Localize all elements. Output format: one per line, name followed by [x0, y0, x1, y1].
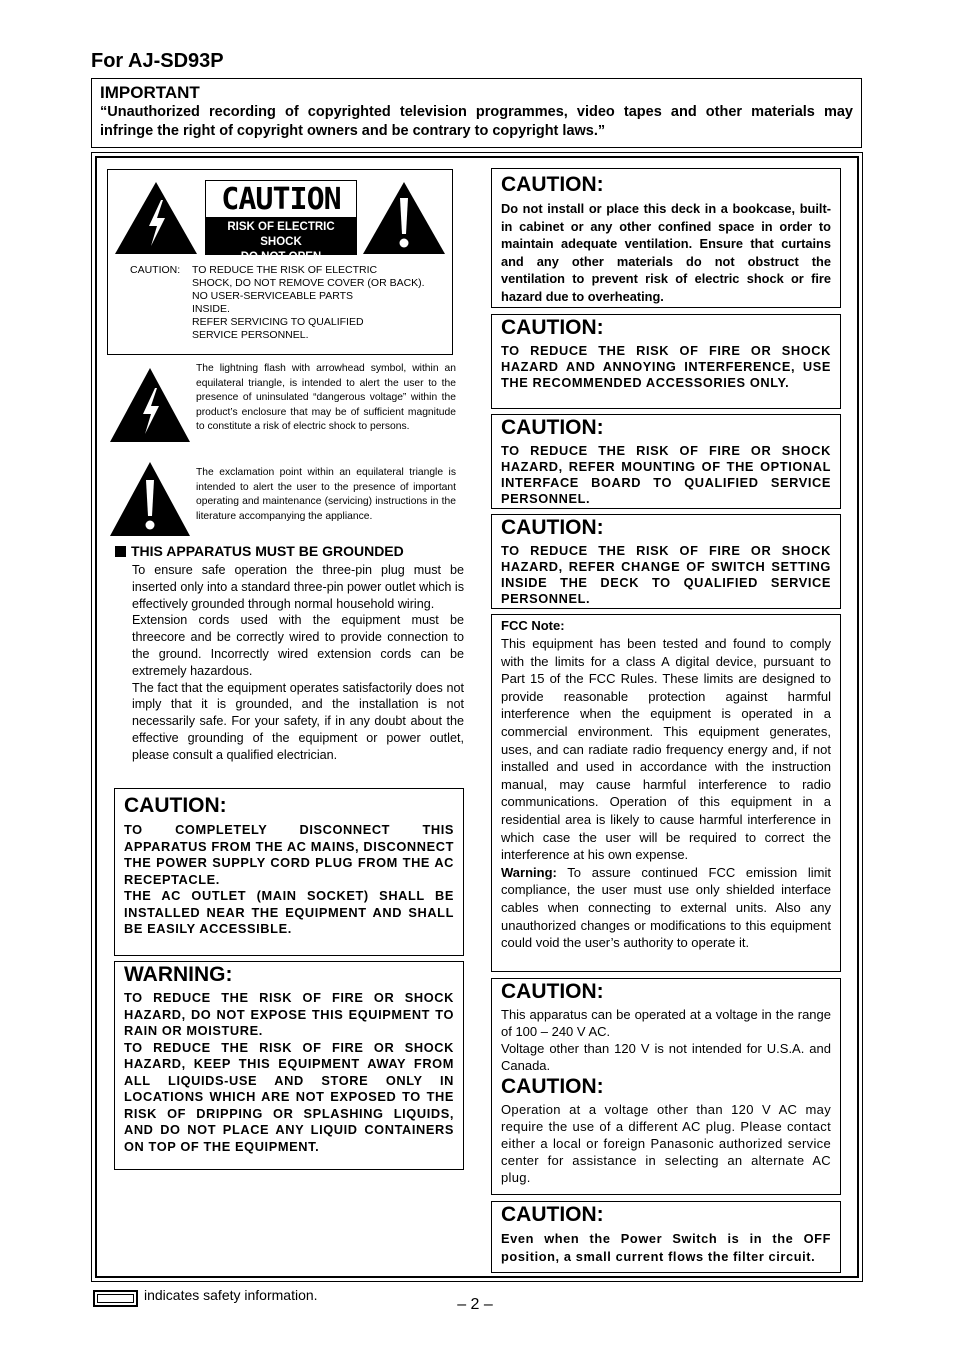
warning-box	[114, 961, 464, 1170]
voltage-caution-box	[491, 978, 841, 1195]
label-caution-lines	[192, 264, 462, 342]
label-line: SERVICE PERSONNEL.	[192, 329, 309, 341]
label-caution-heading: CAUTION:	[130, 264, 181, 276]
exclamation-warning-icon	[361, 180, 447, 256]
caution-text: TO COMPLETELY DISCONNECT THIS APPARATUS FROM THE AC MAINS, DISCONNECT THE POWER SUPPLY CORD PLUG FROM THE AC RECEPTACLE.	[124, 822, 454, 887]
grounded-paragraph: Extension cords used with the equipment must be threecore and be correctly wired to provide connection to the ground. Incorrectly wired extension cords can be extremely hazardous.	[132, 613, 464, 678]
caution-text: This apparatus can be operated at a voltage in the range of 100 – 240 V AC.	[501, 1007, 831, 1039]
model-heading: For AJ-SD93P	[91, 50, 224, 72]
lightning-warning-icon	[113, 180, 199, 256]
label-line: REFER SERVICING TO QUALIFIED	[192, 316, 364, 328]
caution-title: CAUTION:	[501, 416, 604, 439]
safety-frame-legend-icon	[93, 1290, 138, 1307]
caution-title: CAUTION:	[501, 173, 604, 196]
label-line: SHOCK, DO NOT REMOVE COVER (OR BACK).	[192, 277, 425, 289]
safety-legend-text: indicates safety information.	[144, 1287, 318, 1303]
switch-setting-caution-box	[491, 514, 841, 609]
risk-line-1: RISK OF ELECTRIC SHOCK	[227, 221, 335, 248]
label-line: INSIDE.	[192, 303, 230, 315]
caution-title: CAUTION:	[501, 980, 604, 1003]
caution-title: CAUTION:	[124, 794, 227, 817]
caution-text: TO REDUCE THE RISK OF FIRE OR SHOCK HAZARD AND ANNOYING INTERFERENCE, USE THE RECOMMENDED ACCESSORIES ONLY.	[501, 343, 831, 390]
page-number: – 2 –	[457, 1296, 493, 1313]
caution-sign-word: CAUTION	[221, 182, 341, 217]
caution-title: CAUTION:	[501, 1203, 604, 1226]
caution-text: TO REDUCE THE RISK OF FIRE OR SHOCK HAZARD, REFER MOUNTING OF THE OPTIONAL INTERFACE BOARD TO QUALIFIED SERVICE PERSONNEL.	[501, 443, 831, 506]
fcc-note-box	[491, 614, 841, 972]
caution-title: CAUTION:	[501, 316, 604, 339]
grounded-heading	[115, 543, 404, 559]
caution-text: Even when the Power Switch is in the OFF position, a small current flows the filter circuit.	[501, 1231, 831, 1264]
important-notice	[91, 78, 862, 148]
caution-text: THE AC OUTLET (MAIN SOCKET) SHALL BE INSTALLED NEAR THE EQUIPMENT AND SHALL BE EASILY ACCESSIBLE.	[124, 888, 454, 936]
interface-board-caution-box	[491, 414, 841, 509]
bullet-square-icon	[115, 546, 126, 557]
warning-text: TO REDUCE THE RISK OF FIRE OR SHOCK HAZARD, KEEP THIS EQUIPMENT AWAY FROM ALL LIQUIDS-USE AND STORE ONLY IN LOCATIONS WHICH ARE NOT EXPOSED TO THE RISK OF DRIPPING OR SPLASHING LIQUIDS, AND DO NOT PLACE ANY LIQUID CONTAINERS ON TOP OF THE EQUIPMENT.	[124, 1039, 454, 1154]
grounded-body	[132, 562, 464, 764]
lightning-symbol-icon	[108, 366, 192, 444]
caution-text: Operation at a voltage other than 120 V AC may require the use of a different AC plug. Please contact either a local or foreign Panasonic authorized service center for assistance in selecting an alternate AC plug.	[501, 1102, 831, 1185]
fcc-text: This equipment has been tested and found to comply with the limits for a class A digital device, pursuant to Part 15 of the FCC Rules. These limits are designed to provide reasonable protection against harmful interference when the equipment is operated in a commercial environment. This equipment generates, uses, and can radiate radio frequency energy and, if not installed and used in accordance with the instruction manual, may cause harmful interference to radio communications. Operation of this equipment in a residential area is likely to cause harmful interference in which case the user will be required to correct the interference at his own expense.	[501, 636, 831, 863]
fcc-warning-label: Warning:	[501, 864, 557, 880]
fcc-warning-text: To assure continued FCC emission limit compliance, the user must use only shielded interface cables when connecting to external units. Also any unauthorized changes or modifications to this equipment could void the user’s authority to operate it.	[501, 864, 831, 951]
fcc-title: FCC Note:	[501, 618, 565, 633]
warning-text: TO REDUCE THE RISK OF FIRE OR SHOCK HAZARD, DO NOT EXPOSE THIS EQUIPMENT TO RAIN OR MOISTURE.	[124, 990, 454, 1038]
power-switch-caution-box	[491, 1201, 841, 1273]
grounded-title: THIS APPARATUS MUST BE GROUNDED	[131, 543, 404, 559]
fcc-warning	[501, 864, 831, 952]
caution-text: Do not install or place this deck in a bookcase, built-in cabinet or any other confined space in order to maintain adequate ventilation. Ensure that curtains and any other materials do not obstruct the ventilation to prevent risk of electric shock or fire hazard due to overheating.	[501, 201, 831, 304]
caution-text: TO REDUCE THE RISK OF FIRE OR SHOCK HAZARD, REFER CHANGE OF SWITCH SETTING INSIDE THE DECK TO QUALIFIED SERVICE PERSONNEL.	[501, 543, 831, 606]
exclamation-symbol-text: The exclamation point within an equilateral triangle is intended to alert the user to the presence of important operating and maintenance (servicing) instructions in the literature accompanying the appliance.	[196, 467, 456, 522]
label-line: NO USER-SERVICEABLE PARTS	[192, 290, 354, 302]
caution-text: Voltage other than 120 V is not intended for U.S.A. and Canada.	[501, 1041, 831, 1073]
caution-title: CAUTION:	[501, 1075, 604, 1098]
ventilation-caution-box	[491, 168, 841, 308]
label-line: TO REDUCE THE RISK OF ELECTRIC	[192, 264, 378, 276]
accessories-caution-box	[491, 314, 841, 409]
important-text: “Unauthorized recording of copyrighted television programmes, video tapes and other materials may infringe the right of copyright owners and be contrary to copyright laws.”	[100, 104, 853, 139]
disconnect-caution-box	[114, 788, 464, 956]
grounded-paragraph: The fact that the equipment operates satisfactorily does not imply that it is grounded, and the installation is not necessarily safe. For your safety, if in any doubt about the effective grounding of the equipment or power outlet, please consult a qualified electrician.	[132, 680, 464, 762]
risk-of-shock-band	[205, 217, 357, 263]
risk-line-2: DO NOT OPEN	[240, 251, 322, 263]
grounded-paragraph: To ensure safe operation the three-pin plug must be inserted only into a standard three-pin power outlet which is effectively grounded through normal household wiring.	[132, 563, 464, 611]
important-title: IMPORTANT	[100, 83, 200, 102]
lightning-symbol-text: The lightning flash with arrowhead symbol, within an equilateral triangle, is intended to alert the user to the presence of uninsulated “dangerous voltage” within the product’s enclosure that may be of sufficient magnitude to constitute a risk of electric shock to persons.	[196, 363, 456, 432]
caution-title: CAUTION:	[501, 516, 604, 539]
exclamation-symbol-icon	[108, 460, 192, 538]
warning-title: WARNING:	[124, 963, 233, 986]
